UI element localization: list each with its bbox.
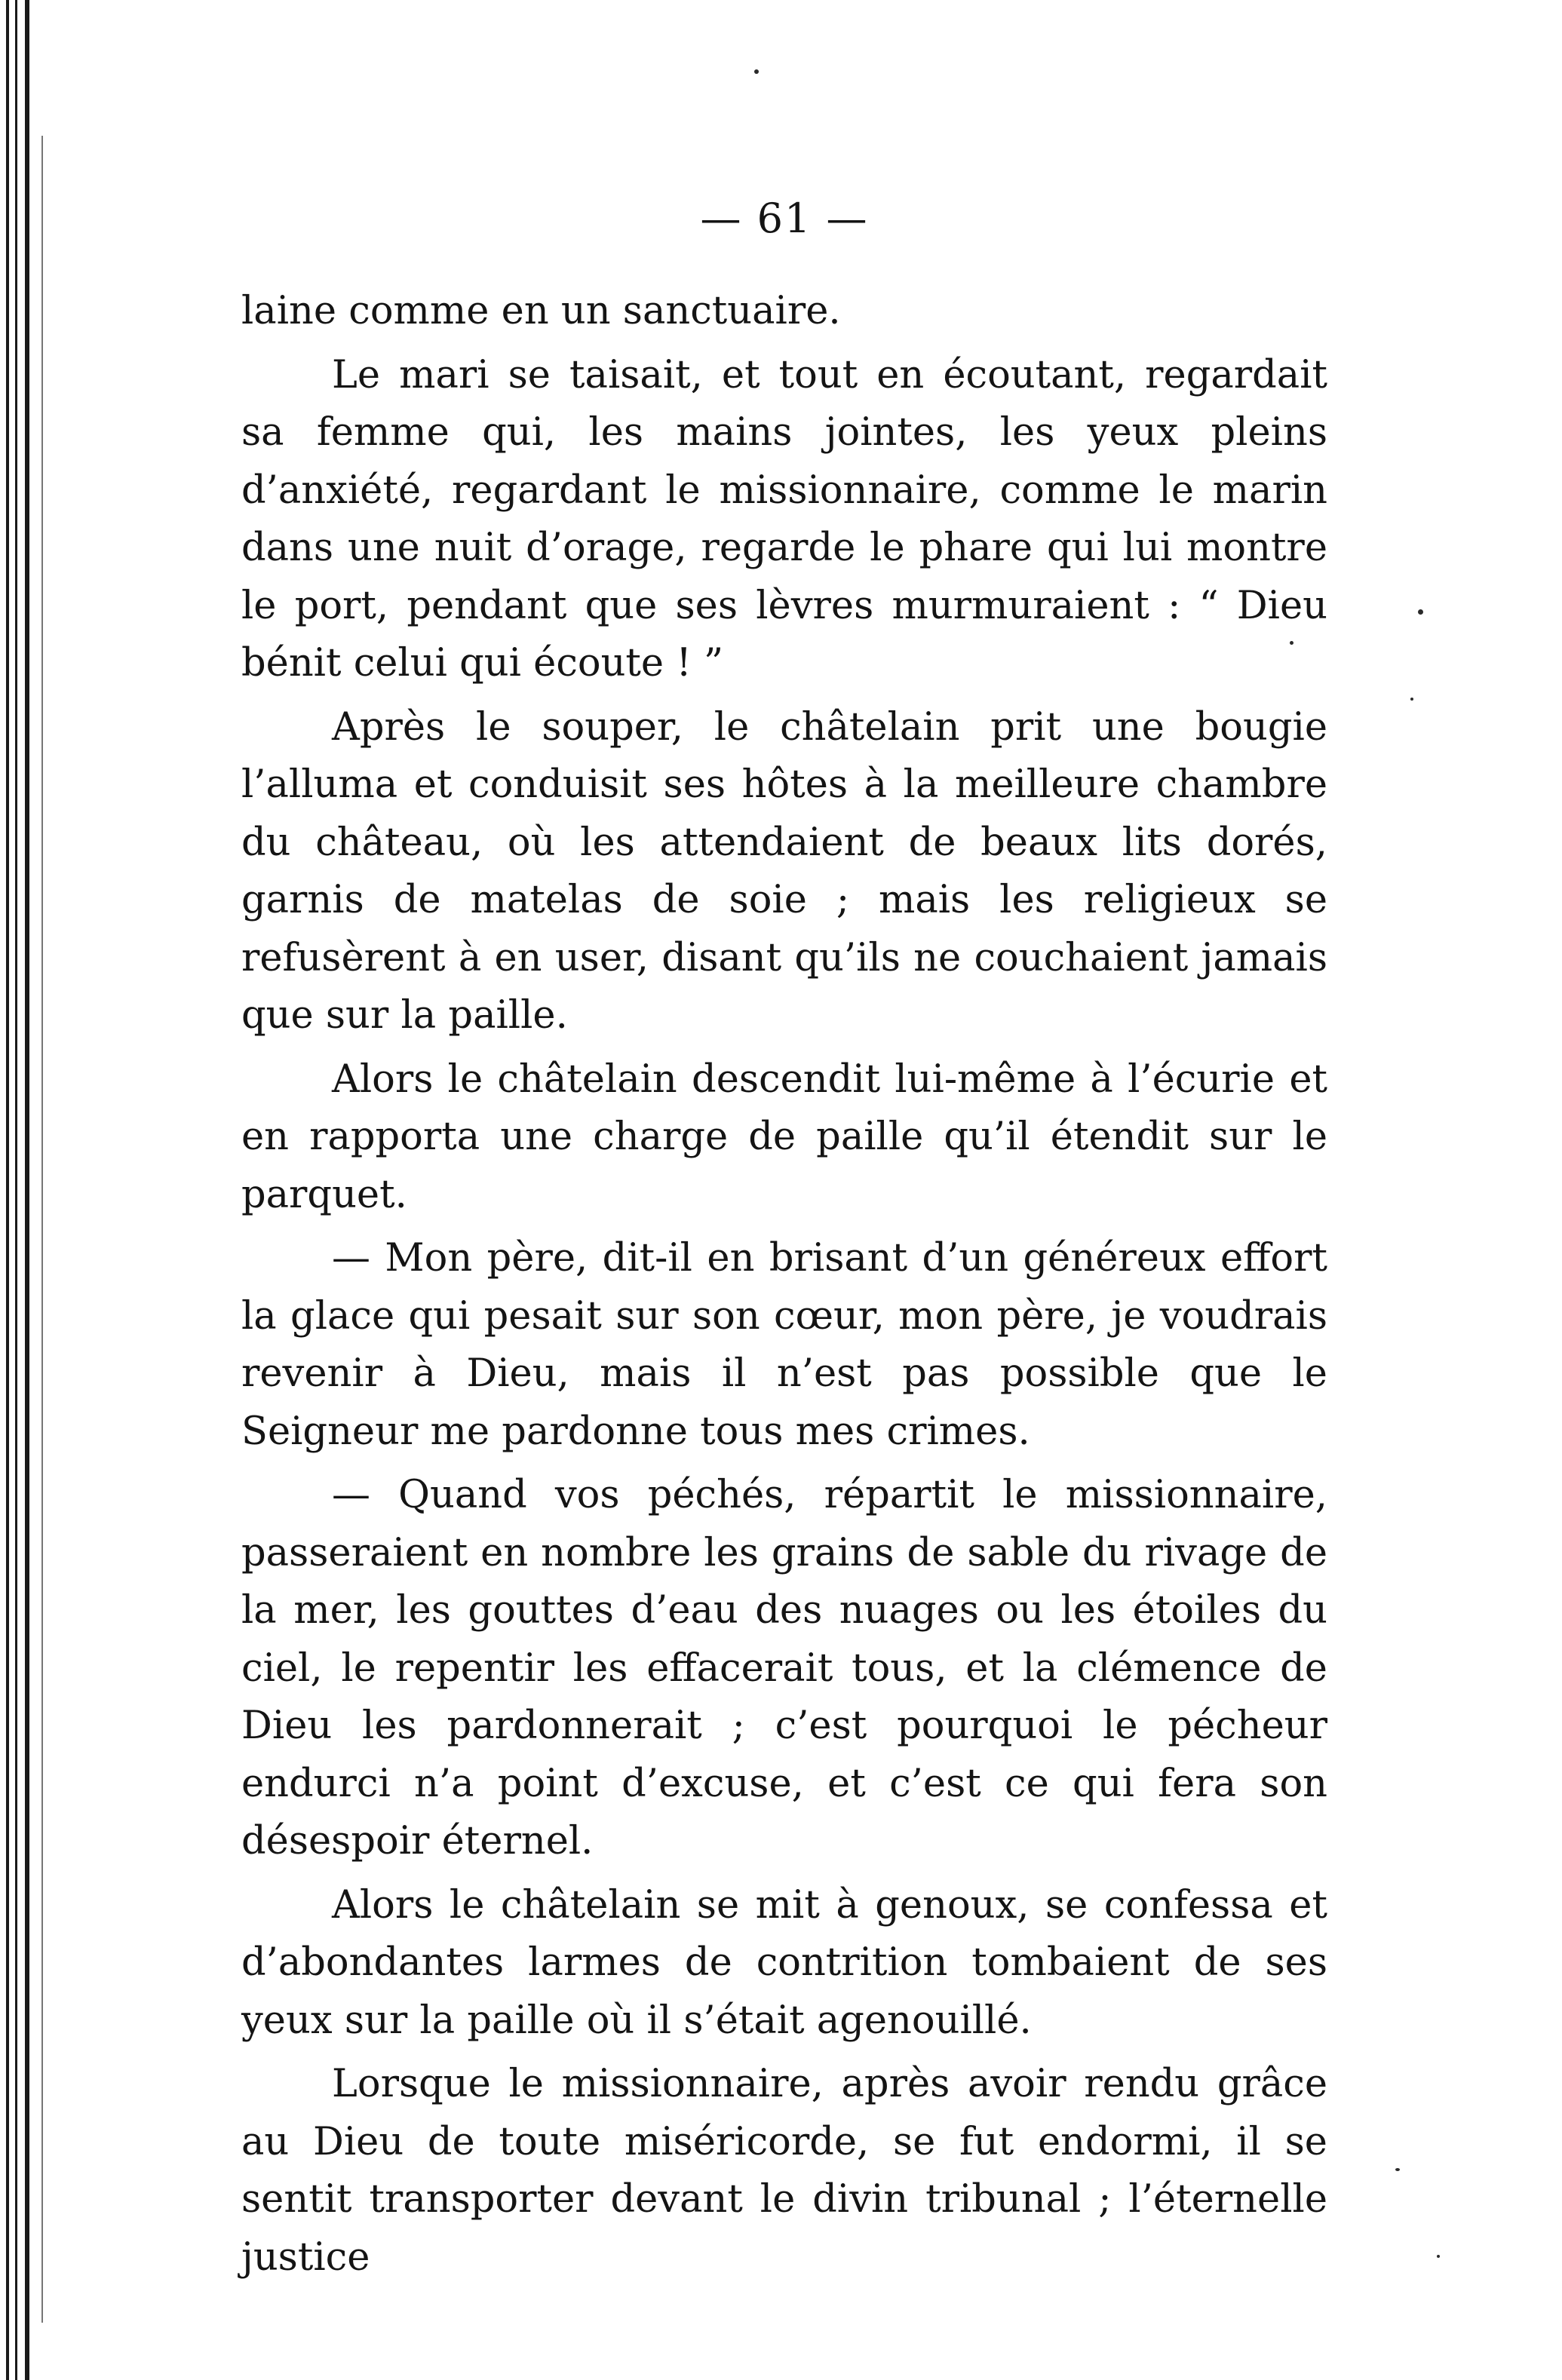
paragraph-2: Le mari se taisait, et tout en écoutant, regardait sa femme qui, les mains jointes, les yeux pleins d’anxiété, regardant le missionnaire, comme le marin dans une nuit d’orage, regarde le phare qui lui montre le port, pendant que ses lèvres murmuraient : “ Dieu bénit celui qui écoute ! ” xyxy=(241,352,1327,685)
paragraph-5: — Mon père, dit-il en brisant d’un généreux effort la glace qui pesait sur son cœur, mon père, je voudrais revenir à Dieu, mais il n’est pas possible que le Seigneur me pardonne tous mes crimes. xyxy=(241,1236,1327,1454)
book-page xyxy=(241,192,1327,2286)
paragraph-6: — Quand vos péchés, répartit le missionnaire, passeraient en nombre les grains de sable du rivage de la mer, les gouttes d’eau des nuages ou les étoiles du ciel, le repentir les effacerait tous, et la clémence de Dieu les pardonnerait ; c’est pourquoi le pécheur endurci n’a point d’excuse, et c’est ce qui fera son désespoir éternel. xyxy=(241,1473,1327,1863)
paragraph-7: Alors le châtelain se mit à genoux, se confessa et d’abondantes larmes de contrition tombaient de ses yeux sur la paille où il s’était agenouillé. xyxy=(241,1882,1327,2043)
paragraph-3: Après le souper, le châtelain prit une bougie l’alluma et conduisit ses hôtes à la meilleure chambre du château, où les attendaient de beaux lits dorés, garnis de matelas de soie ; mais les religieux se refusèrent à en user, disant qu’ils ne couchaient jamais que sur la paille. xyxy=(241,704,1327,1038)
binding-edge xyxy=(0,0,60,2380)
paragraph-1: laine comme en un sanctuaire. xyxy=(241,289,841,333)
paragraph-8: Lorsque le missionnaire, après avoir rendu grâce au Dieu de toute miséricorde, se fut endormi, il se sentit transporter devant le divin tribunal ; l’éternelle justice xyxy=(241,2062,1327,2280)
paragraph-4: Alors le châtelain descendit lui-même à l’écurie et en rapporta une charge de paille qu’il étendit sur le parquet. xyxy=(241,1057,1327,1217)
page-number: — 61 — xyxy=(700,195,869,242)
page-text xyxy=(241,283,1327,2286)
